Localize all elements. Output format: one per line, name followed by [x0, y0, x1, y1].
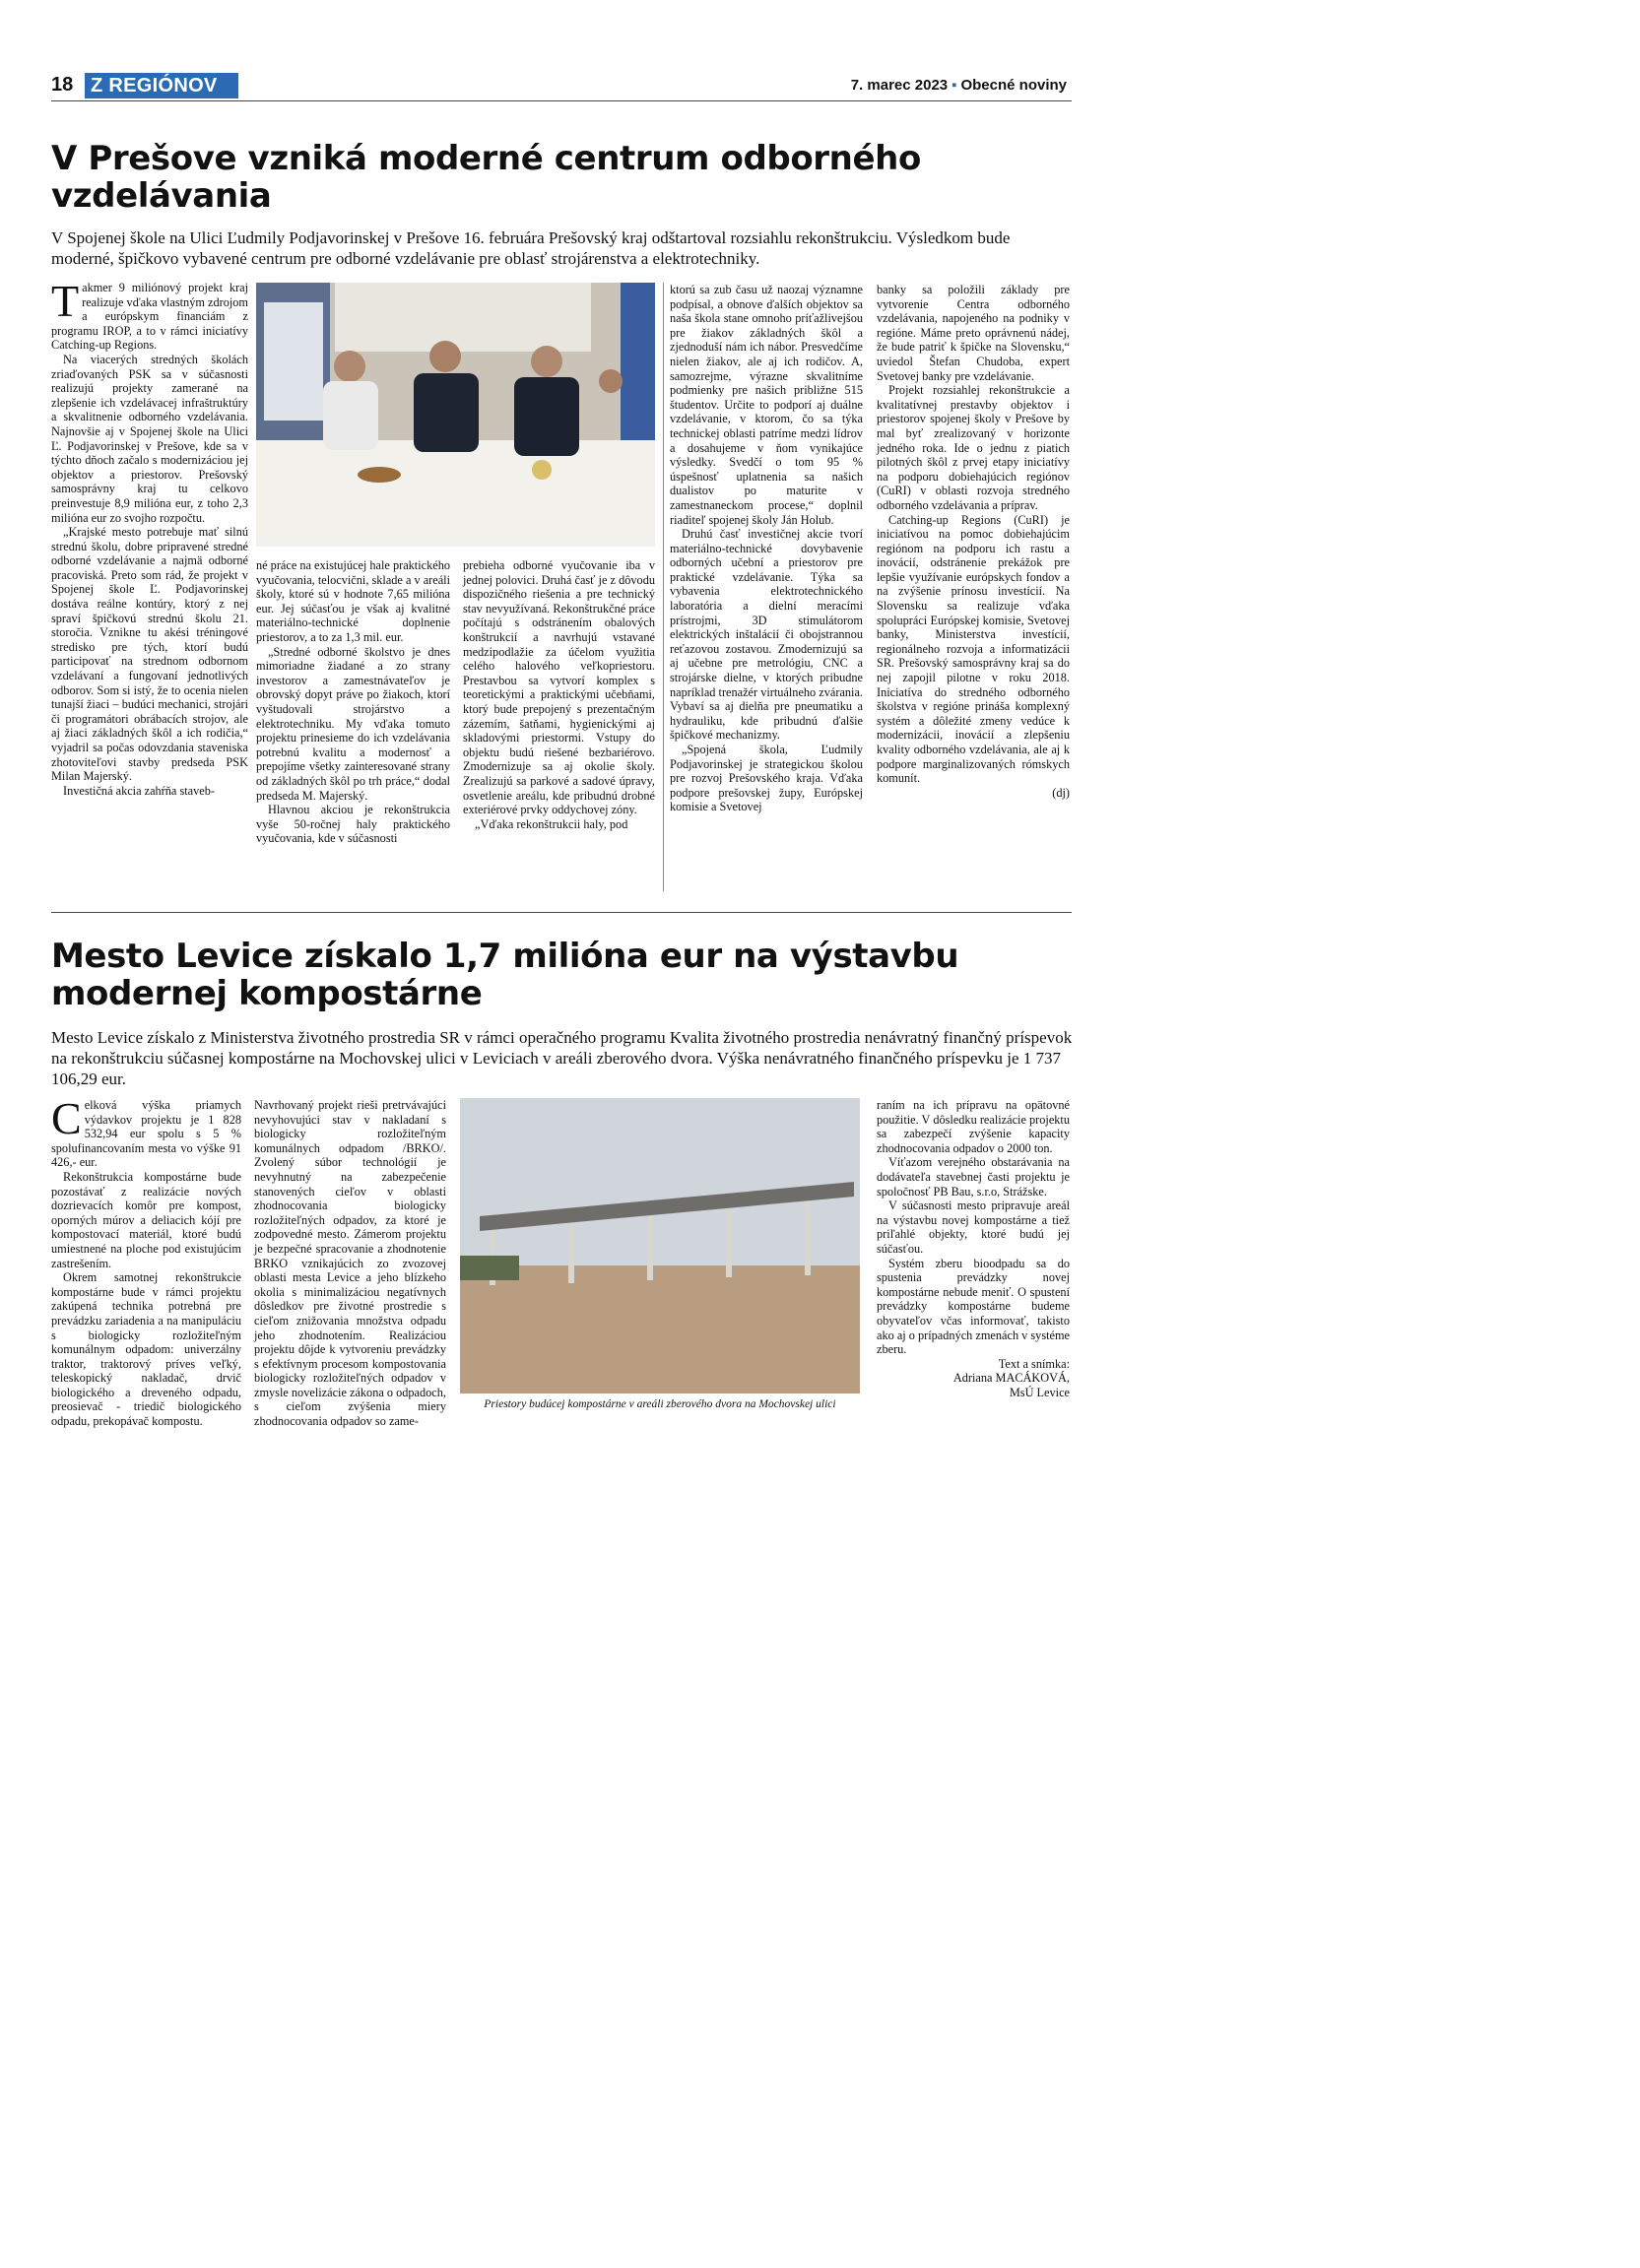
- paragraph: „Spojená škola, Ľudmily Podjavorinskej je strategickou školou pre rozvoj Prešovského kraja. Vďaka podpore prešovskej župy, Európskej komisie a Svetovej: [670, 743, 863, 814]
- article-divider: [51, 912, 1072, 913]
- issue-date: 7. marec 2023: [850, 77, 949, 94]
- header-rule: [51, 100, 1072, 101]
- paragraph: Hlavnou akciou je rekonštrukcia vyše 50-ročnej haly praktického vyučovania, kde v súčasnosti: [256, 803, 450, 846]
- article1-column-3: [463, 558, 655, 893]
- signature-line: Adriana MACÁKOVÁ,: [952, 1371, 1070, 1386]
- paragraph: Catching-up Regions (CuRI) je iniciatívou na pomoc dobiehajúcim regiónom na podporu ich rastu a inovácií, odstránenie prekážok pre lepšie využívanie európskych fondov a na zvýšenie prínosu investícií. Na Slovensku sa realizuje vďaka spolupráci Európskej komisie, Svetovej banky, Ministerstva investícií, regionálneho rozvoja a informatizácii SR. Prešovský samosprávny kraj sa do nej zapojil pilotne v roku 2018. Iniciatíva do stredného odborného školstva v regióne prináša komplexný systém a dôležité zmeny vedúce k modernizácii, inovácií a zlepšeniu kvality odborného vzdelávania, ale aj k podpore marginalizovaných rómskych komunít.: [877, 512, 1070, 786]
- article1-lead: V Spojenej škole na Ulici Ľudmily Podjavorinskej v Prešove 16. februára Prešovský kraj odštartoval rozsiahlu rekonštrukciu. Výsledkom bude moderné, špičkovo vybavené centrum pre odborné vzdelávanie pre oblasť strojárenstva a elektrotechniky.: [51, 228, 1011, 268]
- paragraph: raním na ich prípravu na opätovné použitie. V dôsledku realizácie projektu sa zabezpečí zvýšenie kapacity zhodnocovania odpadov o 2000 ton.: [877, 1098, 1070, 1155]
- photo-caption: Priestory budúcej kompostárne v areáli zberového dvora na Mochovskej ulici: [484, 1398, 836, 1410]
- paragraph: né práce na existujúcej hale praktického vyučovania, telocvični, sklade a v areáli školy, ktoré sú v hodnote 7,65 milióna eur. Jej súčasťou je však aj kvalitné materiálno-technické doplnenie priestorov, a to za 1,3 mil. eur.: [256, 558, 451, 644]
- compost-shelter-photo: [460, 1098, 860, 1393]
- paragraph: Systém zberu bioodpadu sa do spustenia prevádzky novej kompostárne nebude meniť. O spustení prevádzky kompostárne budeme obyvateľov včas informovať, takisto ako aj o prípadných zmenách v systéme zberu.: [877, 1256, 1070, 1357]
- paragraph: prebieha odborné vyučovanie iba v jednej polovici. Druhá časť je z dôvodu dispozičného riešenia a pre technický stav nevyužívaná. Rekonštrukčné práce počítajú s odstránením obalových konštrukcií a navrhujú vstavané medzipodlažie za účelom využitia celého halového veľkopriestoru. Prestavbou sa vytvorí komplex s teoretickými a praktickými učebňami, ktorý bude prepojený s prezentačným zázemím, šatňami, hygienickými aj skladovými priestormi. Vstupy do objektu budú riešené bezbariérovo. Zmodernizuje sa aj okolie školy. Zrealizujú sa parkové a sadové úpravy, osvetlenie areálu, kde pribudnú drobné exteriérové prvky oddychovej zóny.: [463, 558, 655, 817]
- article1-title: V Prešove vzniká moderné centrum odborného vzdelávania: [51, 139, 921, 216]
- paragraph: Projekt rozsiahlej rekonštrukcie a kvalitatívnej prestavby objektov i priestorov spojenej školy v Prešove by mal byť zrealizovaný v horizonte jedného roka. Ide o jednu z piatich pilotných škôl z prvej etapy iniciatívy na podporu dobiehajúcich regiónov (CuRI) v oblasti rozvoja stredného odborného vzdelávania a príprav.: [877, 383, 1070, 512]
- article1-column-2: [256, 558, 450, 893]
- paragraph: „Stredné odborné školstvo je dnes mimoriadne žiadané a zo strany investorov a zamestnávateľov je obrovský dopyt práve po žiakoch, ktorí vyštudovali strojárstvo a elektrotechniku. My vďaka tomuto projektu prinesieme do ich vzdelávania potrebnú kvalitu a modernosť a prepojíme všetky zainteresované strany od základných škôl po trh práce,“ dodal predseda M. Majerský.: [256, 644, 450, 803]
- signing-ceremony-photo: [256, 283, 655, 547]
- drop-cap: C: [51, 1093, 82, 1143]
- column-rule: [663, 283, 664, 891]
- article2-photo: [460, 1098, 860, 1393]
- article2-title: Mesto Levice získalo 1,7 milióna eur na výstavbu modernej kompostárne: [51, 937, 959, 1013]
- header-dateline: [851, 77, 1067, 94]
- paragraph: V súčasnosti mesto pripravuje areál na výstavbu novej kompostárne a tiež priľahlé objekty, ktoré budú jej súčasťou.: [877, 1199, 1070, 1256]
- drop-cap: T: [51, 276, 80, 326]
- author-signature: (dj): [1052, 785, 1070, 800]
- paragraph: Rekonštrukcia kompostárne bude pozostávať z realizácie nových dozrievacích komôr pre kompost, oporných múrov a deliacich kójí pre kompostovací materiál, ktoré budú umiestnené na ploche pod existujúcim zastrešením.: [51, 1169, 241, 1270]
- paragraph: ktorú sa zub času už naozaj významne podpísal, a obnove ďalších objektov sa naša škola stane omnoho príťažlivejšou pre žiakov základných škôl a zjednoduší nám ich nábor. Presvedčíme nielen žiakov, ale aj ich rodičov. A, samozrejme, výrazne skvalitníme podmienky pre našich približne 515 študentov. Určite to podporí aj duálne vzdelávanie, v ktorom, čo sa týka technickej oblasti patríme medzi lídrov a dosahujeme v ňom vynikajúce výsledky. Svedčí o tom 95 % úspešnosť uplatnenia sa našich dualistov po maturite v zamestnaneckom procese,“ doplnil riaditeľ spojenej školy Ján Holub.: [670, 283, 863, 527]
- paragraph: Investičná akcia zahŕňa staveb-: [63, 783, 215, 798]
- page-number: 18: [51, 74, 74, 96]
- paragraph: Druhú časť investičnej akcie tvorí materiálno-technické dovybavenie odborných učební a priestorov pre praktické vzdelávanie. Týka sa vybavenia elektrotechnického laboratória a dielní meracími prístrojmi, 3D stimulátorom elektrických inštalácií či obojstrannou reťazovou zostavou. Zmodernizujú sa aj učebne pre metrológiu, CNC a strojárske dielne, v ktorých pribudne napríklad trenažér virtuálneho zvárania. Vybaví sa aj dielňa pre pneumatiku a hydrauliku, kde pribudnú ďalšie špičkové mechanizmy.: [670, 527, 863, 743]
- article2-lead: Mesto Levice získalo z Ministerstva životného prostredia SR v rámci operačného programu Kvalita životného prostredia nenávratný finančný príspevok na rekonštrukciu súčasnej kompostárne na Mochovskej ulici v Leviciach v areáli zberového dvora. Výška nenávratného finančného príspevku je 1 737 106,29 eur.: [51, 1028, 1073, 1088]
- separator-dot: ▪: [951, 77, 957, 94]
- signature-line: MsÚ Levice: [1009, 1385, 1070, 1399]
- section-label: Z REGIÓNOV: [85, 73, 238, 98]
- paragraph: akmer 9 miliónový projekt kraj realizuje vďaka vlastným zdrojom a európskym financiám z programu IROP, a to v rámci iniciatívy Catching-up Regions.: [51, 281, 248, 353]
- paragraph: Okrem samotnej rekonštrukcie kompostárne bude v rámci projektu zakúpená technika potrebná pre prevádzku zariadenia a na manipuláciu s biologicky rozložiteľným komunálnym odpadom: univerzálny traktor, traktorový príves veľký, teleskopický nakladač, drvič biologického a dreveného odpadu, preosievač - triedič biologického odpadu, prekopávač kompostu.: [51, 1270, 241, 1429]
- article1-photo: [256, 283, 655, 547]
- paragraph: Víťazom verejného obstarávania na dodávateľa stavebnej časti projektu je spoločnosť PB Bau, s.r.o, Strážske.: [877, 1155, 1070, 1199]
- article2-column-1: [51, 1093, 241, 1512]
- article2-column-4: [877, 1098, 1070, 1512]
- article1-column-1: [51, 276, 248, 891]
- paragraph: banky sa položili základy pre vytvorenie Centra odborného vzdelávania, napojeného na podniky v regióne. Máme preto oprávnenú nádej, že bude patriť k špičke na Slovensku,“ uviedol Štefan Chudoba, expert Svetovej banky pre vzdelávanie.: [877, 283, 1070, 383]
- article1-column-4: [877, 283, 1070, 893]
- publication-name: Obecné noviny: [960, 77, 1067, 94]
- paragraph: „Vďaka rekonštrukcii haly, pod: [475, 816, 628, 831]
- author-signature: [877, 1357, 1070, 1400]
- paragraph: elková výška priamych výdavkov projektu je 1 828 532,94 eur spolu s 5 % spolufinancovaním mesta vo výške 91 426,- eur.: [51, 1098, 241, 1170]
- article1-column-3b: [670, 283, 863, 893]
- article2-column-2: [254, 1098, 446, 1512]
- paragraph: „Krajské mesto potrebuje mať silnú strednú školu, dobre pripravené stredné odborné vzdelávanie a najmä odborné pracoviská. Preto som rád, že projekt v Spojenej škole Ľ. Podjavorinskej dostáva reálne kontúry, ktorý z nej spraví špičkovú strednú školu 21. storočia. Vznikne tu akési tréningové stredisko pre tých, ktorí budú participovať na strednom odbornom vzdelávaní a fungovaní jednotlivých odborov. Som si istý, že to ocenia nielen tunajší žiaci – budúci mechanici, strojári či programátori obrábacích strojov, ale aj žiaci základných škôl a ich rodičia,“ vyjadril sa počas odovzdania staveniska zhotoviteľovi stavby predseda PSK Milan Majerský.: [51, 525, 248, 784]
- signature-line: Text a snímka:: [998, 1356, 1070, 1371]
- paragraph: Navrhovaný projekt rieši pretrvávajúci nevyhovujúci stav v nakladaní s biologicky rozložiteľným komunálnych odpadom /BRKO/. Zvolený súbor technológií je nevyhnutný na zabezpečenie stanovených cieľov v oblasti zhodnocovania biologicky rozložiteľných odpadov, za ktoré je zodpovedné mesto. Zámerom projektu je bezpečné spracovanie a zhodnotenie BRKO vznikajúcich zo zvozovej oblasti mesta Levice a jeho blízkeho okolia s minimalizáciou negatívnych dôsledkov pre životné prostredie s cieľom znižovania množstva odpadu jeho zhodnotením. Realizáciou projektu dôjde k vytvoreniu prevádzky s efektívnym procesom kompostovania biologicky rozložiteľných odpadov v zmysle novelizácie zákona o odpadoch, s cieľom zvýšenia miery zhodnocovania odpadov so zame-: [254, 1098, 446, 1429]
- paragraph: Na viacerých stredných školách zriaďovaných PSK sa v súčasnosti realizujú projekty zamerané na zlepšenie ich vzdelávacej infraštruktúry a skvalitnenie odborného vzdelávania. Najnovšie aj v Spojenej škole na Ulici Ľ. Podjavorinskej v Prešove, kde sa v týchto dňoch začalo s modernizáciou jej objektov a priestorov. Prešovský samosprávny kraj tu celkovo preinvestuje 8,9 milióna eur, z toho 2,3 milióna eur zo svojho rozpočtu.: [51, 352, 248, 525]
